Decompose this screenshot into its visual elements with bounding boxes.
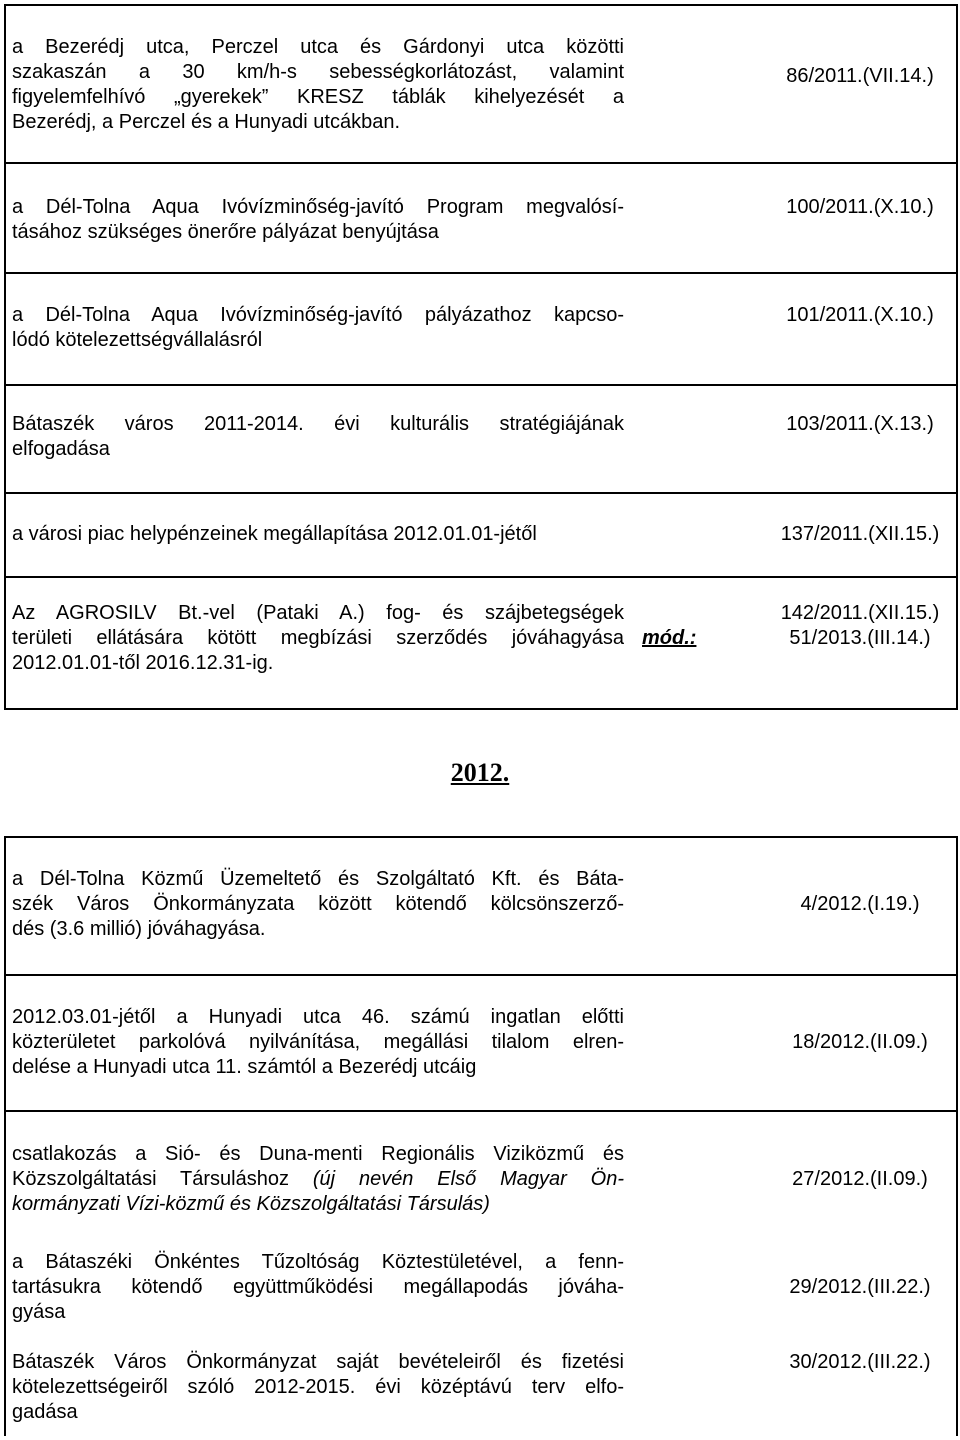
row-description	[12, 1350, 624, 1425]
resolutions-table-2011	[4, 4, 958, 710]
text-line: Bátaszék város 2011-2014. évi kulturális stratégiájának	[12, 413, 624, 435]
text-line: szék Város Önkormányzata között kötendő kölcsönszerző-	[12, 893, 624, 915]
table-row	[6, 1340, 956, 1438]
row-description	[12, 303, 624, 353]
resolution-number: 4/2012.(I.19.)	[800, 893, 920, 915]
text-line: lódó kötelezettségvállalásról	[12, 329, 263, 351]
text-line: a Bezerédj utca, Perczel utca és Gárdonyi utca közötti	[12, 36, 624, 58]
resolution-number: 30/2012.(III.22.)	[789, 1351, 931, 1373]
text-line: elfogadása	[12, 438, 110, 460]
row-description	[12, 412, 624, 462]
resolution-number: 137/2011.(XII.15.)	[780, 523, 940, 545]
text-line: a Dél-Tolna Aqua Ivóvízminőség-javító Program megvalósí-	[12, 196, 624, 218]
text-line	[12, 1167, 624, 1192]
text-plain: Közszolgáltatási Társuláshoz	[12, 1168, 313, 1190]
text-line: Az AGROSILV Bt.-vel (Pataki A.) fog- és szájbetegségek	[12, 602, 624, 624]
resolution-number: 100/2011.(X.10.)	[786, 196, 934, 218]
text-line: dés (3.6 millió) jóváhagyása.	[12, 918, 266, 940]
text-line: a Bátaszéki Önkéntes Tűzoltóság Köztestületével, a fenn-	[12, 1251, 624, 1273]
table-row	[6, 274, 956, 386]
table-row	[6, 578, 956, 708]
row-description	[12, 867, 624, 942]
modification-label: mód.:	[642, 627, 697, 649]
text-line: kötelezettségeiről szóló 2012-2015. évi középtávú terv elfo-	[12, 1376, 624, 1398]
text-line: Bezerédj, a Perczel és a Hunyadi utcákban.	[12, 111, 400, 133]
text-line: a városi piac helypénzeinek megállapítása 2012.01.01-jétől	[12, 523, 537, 545]
row-description	[12, 195, 624, 245]
row-description	[12, 35, 624, 135]
resolution-number: 103/2011.(X.13.)	[786, 413, 934, 435]
text-line: a Dél-Tolna Aqua Ivóvízminőség-javító pályázathoz kapcso-	[12, 304, 624, 326]
row-description	[12, 1142, 624, 1217]
text-line: Bátaszék Város Önkormányzat saját bevételeiről és fizetési	[12, 1351, 624, 1373]
table-row	[6, 6, 956, 164]
resolution-number: 142/2011.(XII.15.)	[780, 602, 940, 624]
resolutions-table-2012	[4, 836, 958, 1436]
text-line: területi ellátására kötött megbízási szerződés jóváhagyása	[12, 627, 624, 649]
table-row	[6, 838, 956, 976]
text-line: csatlakozás a Sió- és Duna-menti Regionális Viziközmű és	[12, 1143, 624, 1165]
text-italic: (új nevén Első Magyar Ön-	[312, 1168, 624, 1190]
text-line	[12, 1192, 624, 1217]
table-row	[6, 386, 956, 494]
row-description	[12, 1250, 624, 1325]
modification-resolution-number: 51/2013.(III.14.)	[789, 627, 931, 649]
text-line: delése a Hunyadi utca 11. számtól a Bezerédj utcáig	[12, 1056, 477, 1078]
text-line: gadása	[12, 1401, 78, 1423]
table-row	[6, 1220, 956, 1340]
table-row	[6, 164, 956, 274]
resolution-number: 18/2012.(II.09.)	[792, 1031, 928, 1053]
text-line: gyása	[12, 1301, 66, 1323]
text-line: tásához szükséges önerőre pályázat benyújtása	[12, 221, 439, 243]
resolution-number: 27/2012.(II.09.)	[792, 1168, 928, 1190]
text-italic: kormányzati Vízi-közmű és Közszolgáltatási Társulás)	[12, 1193, 490, 1215]
text-line: a Dél-Tolna Közmű Üzemeltető és Szolgáltató Kft. és Báta-	[12, 868, 624, 890]
table-row	[6, 1112, 956, 1220]
text-line: tartásukra kötendő együttműködési megállapodás jóváha-	[12, 1276, 624, 1298]
resolution-number: 29/2012.(III.22.)	[789, 1276, 931, 1298]
resolution-number: 86/2011.(VII.14.)	[786, 65, 934, 87]
row-description	[12, 1005, 624, 1080]
row-description	[12, 522, 624, 547]
text-line: szakaszán a 30 km/h-s sebességkorlátozást, valamint	[12, 61, 624, 83]
table-row	[6, 494, 956, 578]
text-line: figyelemfelhívó „gyerekek” KRESZ táblák kihelyezését a	[12, 86, 624, 108]
table-row	[6, 976, 956, 1112]
row-description	[12, 601, 624, 676]
text-line: közterületet parkolóvá nyilvánítása, megállási tilalom elren-	[12, 1031, 624, 1053]
text-line: 2012.03.01-jétől a Hunyadi utca 46. számú ingatlan előtti	[12, 1006, 624, 1028]
resolution-number: 101/2011.(X.10.)	[786, 304, 934, 326]
year-heading: 2012.	[450, 758, 510, 787]
text-line: 2012.01.01-től 2016.12.31-ig.	[12, 652, 274, 674]
